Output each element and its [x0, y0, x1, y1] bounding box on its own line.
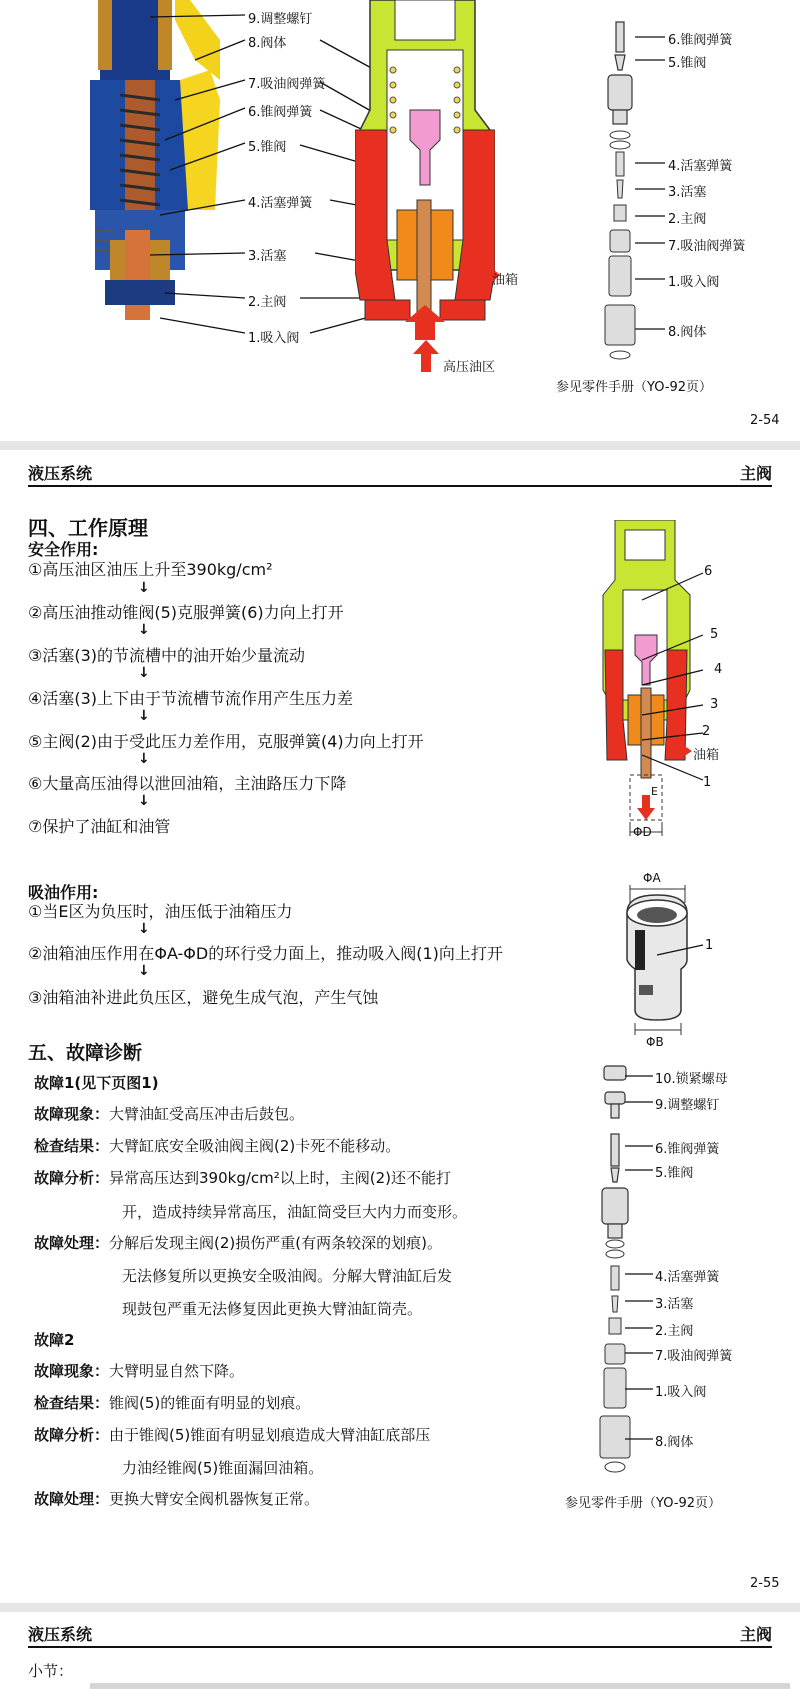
suction-title: 吸油作用:	[28, 883, 99, 902]
label-suction-spring: 7.吸油阀弹簧	[248, 77, 326, 92]
part-label-cone-valve: 5.锥阀	[668, 56, 707, 71]
diagram-number: 3	[710, 697, 719, 712]
label-suction-valve: 1.吸入阀	[248, 331, 300, 346]
high-pressure-label: 高压油区	[443, 360, 496, 375]
label-piston: 3.活塞	[248, 249, 287, 264]
flow-arrow: ↓	[138, 708, 150, 724]
label-adjust-screw: 9.调整螺钉	[248, 12, 313, 27]
parts-leaders-2	[625, 1060, 655, 1450]
diagram-phid-label: ΦD	[633, 825, 652, 839]
parts2-label: 8.阀体	[655, 1435, 694, 1450]
parts2-label: 6.锥阀弹簧	[655, 1142, 720, 1157]
safety-step: ⑤主阀(2)由于受此压力差作用，克服弹簧(4)力向上打开	[28, 732, 424, 751]
safety-title: 安全作用:	[28, 540, 99, 559]
page-number-2: 2-55	[750, 1576, 780, 1591]
label-cone-valve: 5.锥阀	[248, 140, 287, 155]
part-label-main-valve: 2.主阀	[668, 212, 707, 227]
label-valve-body: 8.阀体	[248, 36, 287, 51]
page-header	[28, 461, 772, 484]
suction-step: ①当E区为负压时，油压低于油箱压力	[28, 902, 293, 921]
diagram-tank-arrow	[668, 743, 692, 759]
header-section-3: 主阀	[739, 1625, 772, 1644]
header-rule	[28, 485, 772, 487]
exploded-parts-diagram	[595, 0, 645, 370]
fault2-phenomenon: 故障现象：大臂明显自然下降。	[34, 1362, 245, 1380]
part-label-valve-body: 8.阀体	[668, 325, 707, 340]
suction-part-number: 1	[705, 938, 714, 953]
page-1	[0, 0, 800, 440]
diagram-number: 4	[714, 662, 723, 677]
flow-arrow: ↓	[138, 622, 150, 638]
suction-valve-sketch	[615, 885, 725, 1035]
fault2-check: 检查结果：锥阀(5)的锥面有明显的划痕。	[34, 1394, 311, 1412]
phib-label: ΦB	[646, 1035, 664, 1049]
parts2-label: 1.吸入阀	[655, 1385, 707, 1400]
part-label-piston-spring: 4.活塞弹簧	[668, 159, 733, 174]
page-number: 2-54	[750, 413, 780, 428]
safety-step: ③活塞(3)的节流槽中的油开始少量流动	[28, 646, 306, 665]
flow-arrow: ↓	[138, 665, 150, 681]
page-header-3	[28, 1622, 772, 1645]
diagram-e-label: E	[651, 785, 658, 798]
flow-arrow: ↓	[138, 751, 150, 767]
part-label-suction-valve: 1.吸入阀	[668, 275, 720, 290]
header-section: 主阀	[739, 464, 772, 483]
part-label-suction-spring: 7.吸油阀弹簧	[668, 239, 746, 254]
fault2-treatment: 故障处理：更换大臂安全阀机器恢复正常。	[34, 1490, 320, 1508]
header-rule-3	[28, 1646, 772, 1648]
part-label-piston: 3.活塞	[668, 185, 707, 200]
fault1-check: 检查结果：大臂缸底安全吸油阀主阀(2)卡死不能移动。	[34, 1137, 401, 1155]
safety-step: ①高压油区油压上升至390kg/cm²	[28, 560, 273, 579]
diagram-tank-label: 油箱	[693, 748, 720, 763]
section-title-fault-diagnosis: 五、故障诊断	[28, 1042, 143, 1064]
suction-step: ②油箱油压作用在ΦA-ΦD的环行受力面上，推动吸入阀(1)向上打开	[28, 944, 503, 963]
section-title-working-principle: 四、工作原理	[28, 516, 148, 540]
parts2-label: 7.吸油阀弹簧	[655, 1349, 733, 1364]
parts2-label: 4.活塞弹簧	[655, 1270, 720, 1285]
parts2-label: 2.主阀	[655, 1324, 694, 1339]
fault1-phenomenon: 故障现象：大臂油缸受高压冲击后鼓包。	[34, 1105, 305, 1123]
tank-label: 油箱	[492, 273, 519, 288]
parts2-label: 10.锁紧螺母	[655, 1072, 728, 1087]
flow-arrow: ↓	[138, 793, 150, 809]
fault2-analysis: 故障分析：由于锥阀(5)锥面有明显划痕造成大臂油缸底部压	[34, 1426, 431, 1444]
label-cone-spring: 6.锥阀弹簧	[248, 105, 313, 120]
label-piston-spring: 4.活塞弹簧	[248, 196, 313, 211]
fault1-title: 故障1(见下页图1)	[34, 1074, 159, 1092]
header-title-3: 液压系统	[28, 1625, 93, 1644]
parts2-label: 3.活塞	[655, 1297, 694, 1312]
flow-arrow: ↓	[138, 963, 150, 979]
valve-section-drawing	[355, 0, 495, 375]
safety-step: ⑥大量高压油得以泄回油箱，主油路压力下降	[28, 774, 347, 793]
suction-step: ③油箱油补进此负压区，避免生成气泡，产生气蚀	[28, 988, 379, 1007]
diagram-number: 1	[703, 775, 712, 790]
fault2-analysis-cont: 力油经锥阀(5)锥面漏回油箱。	[122, 1459, 324, 1477]
safety-step: ②高压油推动锥阀(5)克服弹簧(6)力向上打开	[28, 603, 344, 622]
phia-label: ΦA	[643, 871, 661, 885]
fault1-analysis: 故障分析：异常高压达到390kg/cm²以上时，主阀(2)还不能打	[34, 1169, 452, 1187]
safety-step: ④活塞(3)上下由于节流槽节流作用产生压力差	[28, 689, 354, 708]
header-title: 液压系统	[28, 464, 93, 483]
fault1-treatment: 故障处理：分解后发现主阀(2)损伤严重(有两条较深的划痕)。	[34, 1234, 442, 1252]
flow-arrow: ↓	[138, 921, 150, 937]
parts2-label: 5.锥阀	[655, 1166, 694, 1181]
flow-arrow: ↓	[138, 580, 150, 596]
parts2-label: 9.调整螺钉	[655, 1098, 720, 1113]
parts-caption-2: 参见零件手册（YO-92页）	[565, 1496, 722, 1511]
fault2-title: 故障2	[34, 1331, 75, 1349]
high-pressure-arrow	[413, 340, 439, 372]
fault1-treatment-cont: 无法修复所以更换安全吸油阀。分解大臂油缸后发	[122, 1267, 453, 1285]
diagram-number: 5	[710, 627, 719, 642]
page-separator	[0, 441, 800, 450]
page-separator-2	[0, 1603, 800, 1612]
label-main-valve: 2.主阀	[248, 295, 287, 310]
summary-label: 小节：	[28, 1662, 74, 1680]
part-label-cone-spring: 6.锥阀弹簧	[668, 33, 733, 48]
fault1-analysis-cont: 开，造成持续异常高压，油缸筒受巨大内力而变形。	[122, 1203, 468, 1221]
fault1-treatment-cont: 现鼓包严重无法修复因此更换大臂油缸筒壳。	[122, 1300, 423, 1318]
diagram-number: 6	[704, 564, 713, 579]
parts-caption: 参见零件手册（YO-92页）	[556, 380, 713, 395]
safety-step: ⑦保护了油缸和油管	[28, 817, 171, 836]
diagram-number: 2	[702, 724, 711, 739]
summary-table-strip	[90, 1683, 790, 1689]
